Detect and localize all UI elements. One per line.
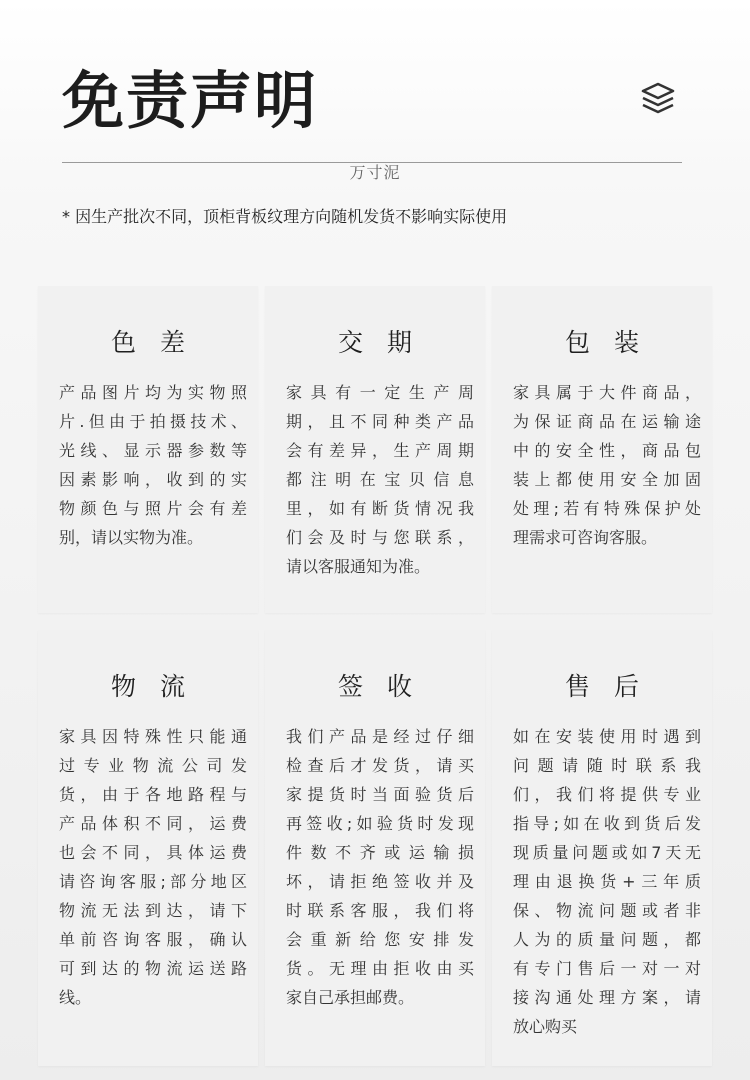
card-line: 中的安全性，商品包 xyxy=(513,441,701,460)
card-line: 都注明在宝贝信息 xyxy=(286,470,474,489)
card-line: 请以客服通知为准。 xyxy=(286,557,431,576)
card-title: 交 期 xyxy=(338,328,420,357)
card-line: 为保证商品在运输途 xyxy=(513,412,701,431)
card-line: 里，如有断货情况我 xyxy=(286,499,474,518)
card-line: 人为的质量问题，都 xyxy=(513,930,701,949)
card-line: 也会不同，具体运费 xyxy=(59,843,247,862)
card-line: 会重新给您安排发 xyxy=(286,930,474,949)
card-line: 线。 xyxy=(59,988,92,1007)
card-line: 有专门售后一对一对 xyxy=(513,959,701,978)
color-difference-card xyxy=(38,286,258,613)
card-line: 现质量问题或如7天无 xyxy=(513,843,701,862)
card-line: 检查后才发货，请买 xyxy=(286,756,474,775)
card-line: 问题请随时联系我 xyxy=(513,756,701,775)
card-line: 会有差异，生产周期 xyxy=(286,441,474,460)
card-line: 装上都使用安全加固 xyxy=(513,470,701,489)
card-line: 保、物流问题或者非 xyxy=(513,901,701,920)
disclaimer-note: * 因生产批次不同，顶柜背板纹理方向随机发货不影响实际使用 xyxy=(62,207,508,226)
card-title: 签 收 xyxy=(338,672,420,701)
card-body xyxy=(513,722,701,1041)
card-line: 光线、显示器参数等 xyxy=(59,441,247,460)
delivery-time-card xyxy=(265,286,485,613)
card-line: 产品体积不同，运费 xyxy=(59,814,247,833)
card-line: 因素影响，收到的实 xyxy=(59,470,247,489)
card-title: 物 流 xyxy=(111,672,193,701)
card-line: 们，我们将提供专业 xyxy=(513,785,701,804)
layers-icon xyxy=(640,82,676,116)
card-line: 货。无理由拒收由买 xyxy=(286,959,474,978)
card-line: 家提货时当面验货后 xyxy=(286,785,474,804)
card-line: 指导;如在收到货后发 xyxy=(513,814,701,833)
card-line: 产品图片均为实物照 xyxy=(59,383,247,402)
card-line: 放心购买 xyxy=(513,1017,578,1036)
card-line: 们会及时与您联系， xyxy=(286,528,474,547)
card-body xyxy=(59,378,247,552)
card-body xyxy=(286,378,474,581)
card-body xyxy=(59,722,247,1012)
card-line: 片.但由于拍摄技术、 xyxy=(59,412,247,431)
card-line: 可到达的物流运送路 xyxy=(59,959,247,978)
card-body xyxy=(513,378,701,552)
card-line: 我们产品是经过仔细 xyxy=(286,727,474,746)
card-line: 处理;若有特殊保护处 xyxy=(513,499,701,518)
card-line: 别，请以实物为准。 xyxy=(59,528,204,547)
card-line: 期，且不同种类产品 xyxy=(286,412,474,431)
packaging-card xyxy=(492,286,712,613)
card-line: 理需求可咨询客服。 xyxy=(513,528,658,547)
card-line: 货，由于各地路程与 xyxy=(59,785,247,804)
card-line: 家具因特殊性只能通 xyxy=(59,727,247,746)
logistics-card xyxy=(38,630,258,1066)
card-line: 理由退换货+三年质 xyxy=(513,872,701,891)
card-line: 时联系客服，我们将 xyxy=(286,901,474,920)
card-title: 色 差 xyxy=(111,328,193,357)
card-line: 单前咨询客服，确认 xyxy=(59,930,247,949)
card-line: 物颜色与照片会有差 xyxy=(59,499,247,518)
after-sales-card xyxy=(492,630,712,1066)
card-line: 坏，请拒绝签收并及 xyxy=(286,872,474,891)
card-line: 如在安装使用时遇到 xyxy=(513,727,701,746)
card-line: 家具属于大件商品， xyxy=(513,383,701,402)
sign-receipt-card xyxy=(265,630,485,1066)
card-line: 接沟通处理方案，请 xyxy=(513,988,701,1007)
card-title: 包 装 xyxy=(565,328,647,357)
card-title: 售 后 xyxy=(565,672,647,701)
card-body xyxy=(286,722,474,1012)
card-line: 请咨询客服;部分地区 xyxy=(59,872,247,891)
card-line: 物流无法到达，请下 xyxy=(59,901,247,920)
card-line: 再签收;如验货时发现 xyxy=(286,814,474,833)
card-line: 家自己承担邮费。 xyxy=(286,988,415,1007)
brand-name: 万寸泥 xyxy=(349,163,401,182)
card-line: 过专业物流公司发 xyxy=(59,756,247,775)
card-line: 家具有一定生产周 xyxy=(286,383,474,402)
card-line: 件数不齐或运输损 xyxy=(286,843,474,862)
page-title: 免责声明 xyxy=(62,64,319,137)
